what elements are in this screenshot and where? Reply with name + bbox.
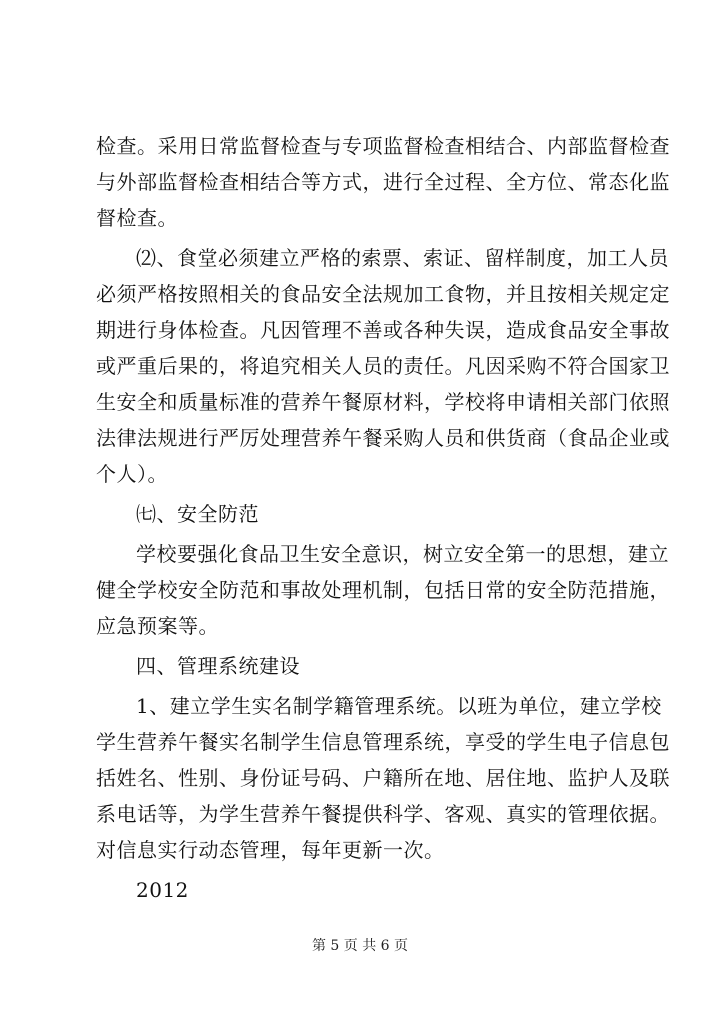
text-line: 系电话等，为学生营养午餐提供科学、客观、真实的管理依据。 (96, 802, 670, 826)
paragraph-safety (96, 536, 670, 644)
text-line: ㈦、安全防范 (136, 502, 259, 526)
paragraph-year (96, 872, 626, 908)
text-line: 学校要强化食品卫生安全意识，树立安全第一的思想，建立 (136, 542, 669, 566)
text-line: 督检查。 (96, 206, 178, 230)
text-line: 2012 (136, 878, 189, 902)
text-line: ⑵、食堂必须建立严格的索票、索证、留样制度，加工人员 (136, 246, 669, 270)
text-line: 或严重后果的，将追究相关人员的责任。凡因采购不符合国家卫 (96, 354, 670, 378)
text-line: 与外部监督检查相结合等方式，进行全过程、全方位、常态化监 (96, 170, 670, 194)
page-footer: 第 5 页 共 6 页 (311, 938, 409, 954)
paragraph-1 (96, 128, 670, 236)
section-heading-safety (96, 496, 626, 532)
paragraph-2 (96, 240, 670, 492)
section-heading-management (96, 648, 626, 684)
text-line: 对信息实行动态管理，每年更新一次。 (96, 838, 445, 862)
text-line: 法律法规进行严厉处理营养午餐采购人员和供货商（食品企业或 (96, 426, 670, 450)
text-line: 学生营养午餐实名制学生信息管理系统，享受的学生电子信息包 (96, 730, 670, 754)
text-line: 健全学校安全防范和事故处理机制，包括日常的安全防范措施， (96, 578, 670, 602)
text-line: 生安全和质量标准的营养午餐原材料，学校将申请相关部门依照 (96, 390, 670, 414)
paragraph-management (96, 688, 670, 868)
text-line: 四、管理系统建设 (136, 654, 300, 678)
document-body (96, 128, 670, 908)
text-line: 必须严格按照相关的食品安全法规加工食物，并且按相关规定定 (96, 282, 670, 306)
text-line: 应急预案等。 (96, 614, 219, 638)
text-line: 1、建立学生实名制学籍管理系统。以班为单位，建立学校 (136, 694, 662, 718)
text-line: 个人）。 (96, 462, 168, 486)
text-line: 期进行身体检查。凡因管理不善或各种失误，造成食品安全事故 (96, 318, 670, 342)
text-line: 括姓名、性别、身份证号码、户籍所在地、居住地、监护人及联 (96, 766, 670, 790)
text-line: 检查。采用日常监督检查与专项监督检查相结合、内部监督检查 (96, 134, 670, 158)
